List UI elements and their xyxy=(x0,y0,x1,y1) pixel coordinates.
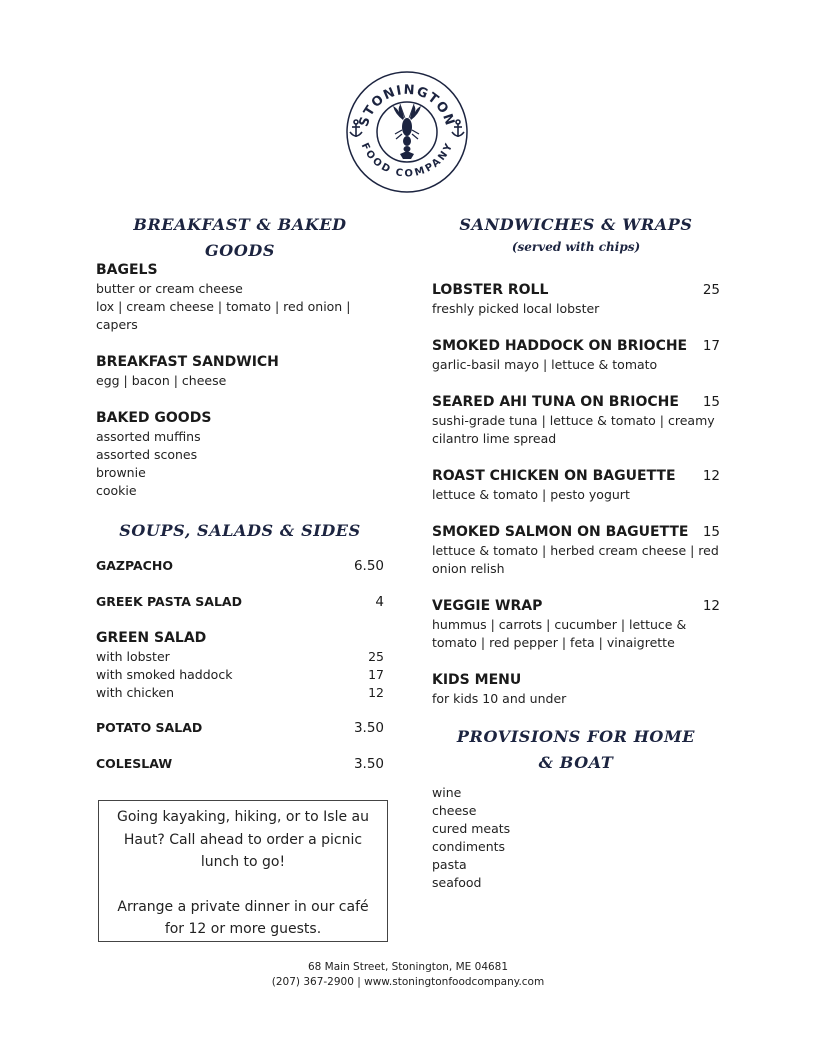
item-name: VEGGIE WRAP xyxy=(432,598,543,614)
stonington-logo xyxy=(345,70,469,194)
list-item: wine xyxy=(432,785,462,800)
picnic-note-box xyxy=(98,800,388,942)
item-name: SEARED AHI TUNA ON BRIOCHE xyxy=(432,394,679,410)
list-item: cured meats xyxy=(432,821,511,836)
left-column xyxy=(96,212,384,774)
provisions-list xyxy=(432,784,720,892)
item-desc: hummus | carrots | cucumber | lettuce & tomato | red pepper | feta | vinaigrette xyxy=(432,617,687,650)
list-item: pasta xyxy=(432,857,467,872)
item-name: KIDS MENU xyxy=(432,672,522,688)
item-desc: capers xyxy=(96,317,138,332)
item-desc: brownie xyxy=(96,465,146,480)
item-desc: butter or cream cheese xyxy=(96,281,243,296)
item-price: 12 xyxy=(702,468,720,484)
logo-bottom-text: FOOD COMPANY xyxy=(358,141,456,180)
item-desc: lettuce & tomato | pesto yogurt xyxy=(432,487,630,502)
item-price: 15 xyxy=(702,394,720,410)
list-item: seafood xyxy=(432,875,482,890)
option-row xyxy=(96,666,384,684)
menu-item xyxy=(432,522,720,578)
item-desc: lox | cream cheese | tomato | red onion | xyxy=(96,299,351,314)
item-desc: egg | bacon | cheese xyxy=(96,373,227,388)
item-price: 25 xyxy=(702,282,720,298)
item-name: ROAST CHICKEN ON BAGUETTE xyxy=(432,468,676,484)
item-desc: sushi-grade tuna | lettuce & tomato | creamy cilantro lime spread xyxy=(432,413,715,446)
item-price: 15 xyxy=(702,524,720,540)
provisions-title: PROVISIONS FOR HOME & BOAT xyxy=(456,727,696,772)
option-label: with chicken xyxy=(96,685,175,700)
item-desc: freshly picked local lobster xyxy=(432,301,600,316)
item-name: BAGELS xyxy=(96,262,158,278)
option-price: 17 xyxy=(368,667,384,682)
item-desc: for kids 10 and under xyxy=(432,691,567,706)
menu-item xyxy=(432,466,720,504)
item-price: 4 xyxy=(375,594,384,610)
item-name: BREAKFAST SANDWICH xyxy=(96,354,279,370)
private-dinner-note: Arrange a private dinner in our café for 12 or more guests. xyxy=(117,898,369,937)
item-name: SMOKED SALMON ON BAGUETTE xyxy=(432,524,689,540)
baked-goods-item xyxy=(96,408,384,500)
item-desc: cookie xyxy=(96,483,137,498)
menu-item xyxy=(432,336,720,374)
item-price: 12 xyxy=(702,598,720,614)
menu-item xyxy=(432,670,720,708)
item-name: COLESLAW xyxy=(96,756,173,771)
soups-title: SOUPS, SALADS & SIDES xyxy=(119,521,361,540)
item-name: POTATO SALAD xyxy=(96,720,203,735)
option-row xyxy=(96,684,384,702)
sandwiches-subtitle: (served with chips) xyxy=(511,240,641,254)
item-price: 3.50 xyxy=(353,756,384,772)
item-name: SMOKED HADDOCK ON BRIOCHE xyxy=(432,338,688,354)
option-label: with lobster xyxy=(96,649,170,664)
menu-item xyxy=(432,596,720,652)
green-salad-item xyxy=(96,628,384,702)
item-price: 6.50 xyxy=(353,558,384,574)
menu-item xyxy=(432,280,720,318)
list-item: condiments xyxy=(432,839,506,854)
breakfast-title: BREAKFAST & BAKED GOODS xyxy=(133,215,347,260)
item-desc: assorted scones xyxy=(96,447,198,462)
item-name: GREEN SALAD xyxy=(96,630,207,646)
footer-contact[interactable]: (207) 367-2900 | www.stoningtonfoodcompany.com xyxy=(271,976,545,988)
coleslaw-item xyxy=(96,754,384,774)
item-desc: lettuce & tomato | herbed cream cheese | red onion relish xyxy=(432,543,719,576)
option-label: with smoked haddock xyxy=(96,667,233,682)
logo-top-text: STONINGTON xyxy=(356,82,458,129)
gazpacho-item xyxy=(96,556,384,576)
list-item: cheese xyxy=(432,803,477,818)
lobster-icon xyxy=(393,104,421,159)
footer-address: 68 Main Street, Stonington, ME 04681 xyxy=(307,961,509,973)
potato-salad-item xyxy=(96,718,384,738)
option-price: 25 xyxy=(368,649,384,664)
footer xyxy=(0,960,816,990)
item-price: 3.50 xyxy=(353,720,384,736)
option-price: 12 xyxy=(368,685,384,700)
option-row xyxy=(96,648,384,666)
breakfast-sandwich-item xyxy=(96,352,384,390)
menu-item xyxy=(432,392,720,448)
item-name: GAZPACHO xyxy=(96,558,173,573)
bagels-item xyxy=(96,260,384,334)
right-column xyxy=(432,212,720,892)
item-name: LOBSTER ROLL xyxy=(432,282,549,298)
picnic-note: Going kayaking, hiking, or to Isle au Haut? Call ahead to order a picnic lunch to go! xyxy=(117,809,369,870)
sandwiches-title: SANDWICHES & WRAPS xyxy=(459,215,693,234)
item-price: 17 xyxy=(702,338,720,354)
greek-pasta-salad-item xyxy=(96,592,384,612)
item-desc: assorted muffins xyxy=(96,429,201,444)
item-name: GREEK PASTA SALAD xyxy=(96,594,242,609)
item-desc: garlic-basil mayo | lettuce & tomato xyxy=(432,357,658,372)
item-name: BAKED GOODS xyxy=(96,410,212,426)
